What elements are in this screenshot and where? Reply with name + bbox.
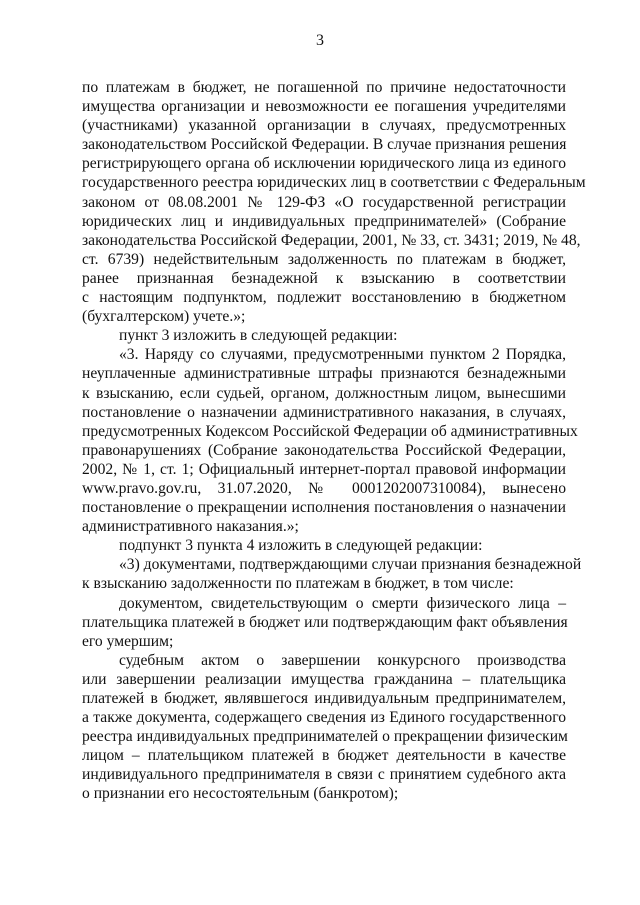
- text-line: правонарушениях (Собрание законодательства Российской Федерации,: [82, 441, 566, 459]
- text-line: (бухгалтерском) учете.»;: [82, 308, 246, 326]
- text-line: документом, свидетельствующим о смерти физического лица –: [119, 594, 566, 612]
- text-line: судебным актом о завершении конкурсного производства: [119, 651, 566, 669]
- text-line: законом от 08.08.2001 № 129-ФЗ «О государственной регистрации: [82, 193, 566, 211]
- text-line: государственного реестра юридических лиц в соответствии с Федеральным: [82, 174, 586, 192]
- text-line: законодательством Российской Федерации. В случае признания решения: [82, 136, 567, 154]
- text-line: законодательства Российской Федерации, 2001, № 33, ст. 3431; 2019, № 48,: [82, 231, 581, 249]
- paragraph: [82, 651, 566, 804]
- page-number: 3: [316, 32, 324, 49]
- text-line: постановление о прекращении исполнения постановления о назначении: [82, 499, 566, 517]
- text-line: административного наказания.»;: [82, 518, 299, 536]
- text-line: юридических лиц и индивидуальных предпринимателей» (Собрание: [82, 212, 566, 230]
- text-line: «3. Наряду со случаями, предусмотренными пунктом 2 Порядка,: [119, 346, 566, 364]
- text-line: реестра индивидуальных предпринимателей о прекращении физическим: [82, 728, 568, 746]
- paragraph: [82, 536, 566, 555]
- text-line: неуплаченные административные штрафы признаются безнадежными: [82, 365, 566, 383]
- text-line: о признании его несостоятельным (банкротом);: [82, 785, 399, 803]
- text-line: регистрирующего органа об исключении юридического лица из единого: [82, 155, 566, 173]
- text-line: ранее признанная безнадежной к взысканию в соответствии: [82, 269, 566, 287]
- text-line: www.pravo.gov.ru, 31.07.2020, № 0001202007310084), вынесено: [82, 479, 566, 497]
- text-line: к взысканию, если судьей, органом, должностным лицом, вынесшими: [82, 384, 566, 402]
- paragraph: [82, 326, 566, 345]
- text-line: 2002, № 1, ст. 1; Официальный интернет-портал правовой информации: [82, 460, 566, 478]
- text-line: «3) документами, подтверждающими случаи признания безнадежной: [119, 556, 582, 574]
- text-line: или завершении реализации имущества гражданина – плательщика: [82, 670, 566, 688]
- text-line: индивидуального предпринимателя в связи с принятием судебного акта: [82, 766, 566, 784]
- text-line: а также документа, содержащего сведения из Единого государственного: [82, 709, 566, 727]
- text-line: к взысканию задолженности по платежам в бюджет, в том числе:: [82, 575, 514, 593]
- paragraph: [82, 594, 566, 651]
- document-body: [82, 78, 586, 804]
- paragraph: [82, 78, 586, 326]
- text-line: ст. 6739) недействительным задолженность по платежам в бюджет,: [82, 250, 566, 268]
- text-line: плательщика платежей в бюджет или подтверждающим факт объявления: [82, 613, 568, 631]
- text-line: по платежам в бюджет, не погашенной по причине недостаточности: [82, 79, 566, 96]
- text-line: (участниками) указанной организации в случаях, предусмотренных: [82, 117, 566, 135]
- text-line: предусмотренных Кодексом Российской Федерации об административных: [82, 422, 578, 440]
- paragraph: [82, 345, 578, 536]
- text-line: платежей в бюджет, являвшегося индивидуальным предпринимателем,: [82, 690, 566, 707]
- text-line: постановление о назначении административного наказания, в случаях,: [82, 403, 566, 421]
- text-line: с настоящим подпунктом, подлежит восстановлению в бюджетном: [82, 289, 566, 307]
- text-line: подпункт 3 пункта 4 изложить в следующей редакции:: [119, 537, 483, 555]
- paragraph: [82, 555, 582, 593]
- text-line: имущества организации и невозможности ее погашения учредителями: [82, 98, 566, 116]
- text-line: лицом – плательщиком платежей в бюджет деятельности в качестве: [82, 747, 566, 765]
- text-line: пункт 3 изложить в следующей редакции:: [119, 327, 398, 345]
- text-line: его умершим;: [82, 632, 174, 650]
